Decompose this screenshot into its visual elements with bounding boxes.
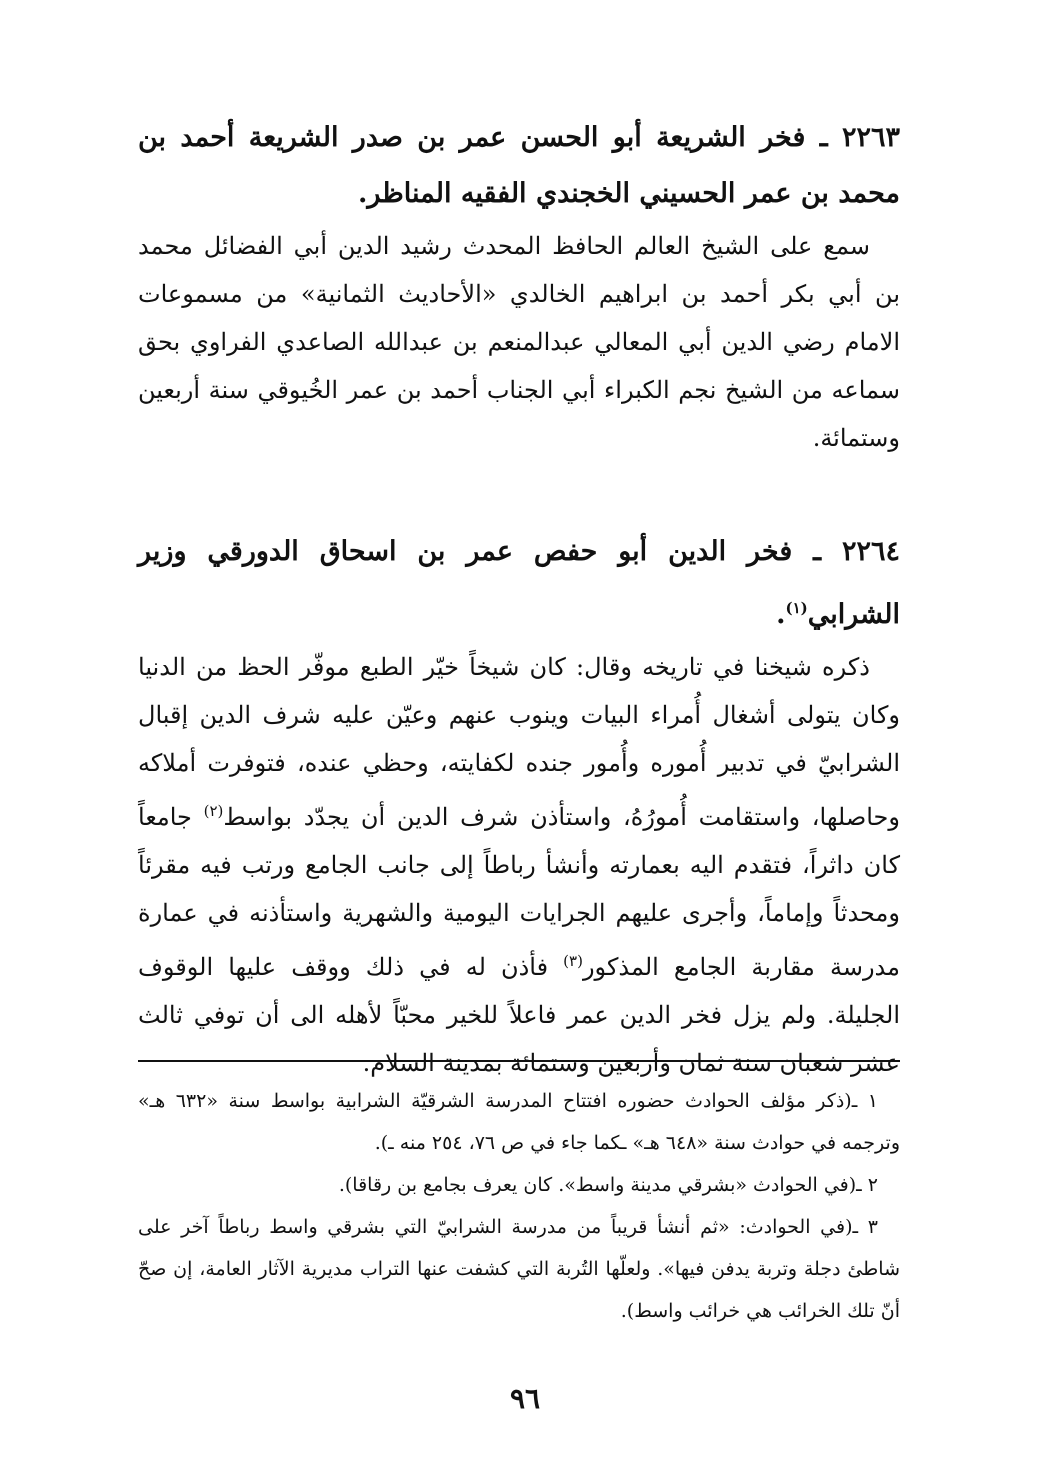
entry-heading-2264: ٢٢٦٤ ـ فخر الدين أبو حفص عمر بن اسحاق الدورقي وزير الشرابي$^{(١)}$.: [138, 536, 900, 630]
footnotes: [138, 1080, 900, 1332]
entry-number: ٢٢٦٤: [841, 536, 900, 567]
entry-paragraph: [138, 643, 900, 1087]
footnote: ١ ـ(ذكر مؤلف الحوادث حضوره افتتاح المدرسة الشرقيّة الشرابية بواسط سنة «٦٣٢ هـ» وترجمه في حوادث سنة «٦٤٨ هـ» ـكما جاء في ص ٧٦، ٢٥٤ منه ـ).: [138, 1090, 900, 1154]
footnote-ref[interactable]: (٢): [203, 802, 224, 820]
paragraph-text: فأذن له في ذلك ووقف عليها الوقوف الجليلة. ولم يزل فخر الدين عمر فاعلاً للخير محبّاً لأهله الى أن توفي ثالث عشر شعبان سنة ثمان وأربعين وستمائة بمدينة السلام.: [138, 953, 900, 1077]
footnote-ref[interactable]: (٣): [563, 952, 583, 970]
page-number: ٩٦: [509, 1382, 541, 1415]
paragraph-text: ذكره شيخنا في تاريخه وقال: كان شيخاً خيّر الطبع موفّر الحظ من الدنيا وكان يتولى أشغال أُمراء البيات وينوب عنهم وعيّن عليه شرف الدين إقبال الشرابيّ في تدبير أُموره وأُمور جنده لكفايته، وحظي عنده، فتوفرت أملاكه وحاصلها، واستقامت أُمورُهُ، واستأذن شرف الدين أن يجدّد بواسط: [138, 653, 900, 831]
footnote-divider: [138, 1060, 900, 1062]
entry-title: فخر الشريعة أبو الحسن عمر بن صدر الشريعة أحمد بن محمد بن عمر الحسيني الخجندي الفقيه المناظر.: [138, 122, 900, 209]
entry-gap: [138, 462, 900, 524]
entry-heading-2263: ٢٢٦٣ ـ فخر الشريعة أبو الحسن عمر بن صدر الشريعة أحمد بن محمد بن عمر الحسيني الخجندي الفقيه المناظر.: [138, 122, 900, 209]
paragraph-text: جامعاً كان داثراً، فتقدم اليه بعمارته وأنشأ رباطاً إلى جانب الجامع ورتب فيه مقرئاً ومحدثاً وإماماً، وأجرى عليهم الجرايات اليومية والشهرية واستأذنه في عمارة مدرسة مقاربة الجامع المذكور: [138, 803, 900, 981]
page-body: [138, 110, 900, 1087]
footnote: ٣ ـ(في الحوادث: «ثم أنشأ قريباً من مدرسة الشرابيّ التي بشرقي واسط رباطاً آخر على شاطئ دجلة وتربة يدفن فيها». ولعلّها التُربة التي كشفت عنها التراب مديرية الآثار العامة، إن صحّ أنّ تلك الخرائب هي خرائب واسط).: [138, 1216, 900, 1322]
entry-number: ٢٢٦٣: [841, 122, 900, 153]
footnote: ٢ ـ(في الحوادث «بشرقي مدينة واسط». كان يعرف بجامع بن رقاقا).: [338, 1174, 878, 1196]
entry-title: فخر الدين أبو حفص عمر بن اسحاق الدورقي وزير الشرابي: [138, 536, 900, 630]
footnote-ref[interactable]: (١): [785, 599, 808, 617]
entry-paragraph: سمع على الشيخ العالم الحافظ المحدث رشيد الدين أبي الفضائل محمد بن أبي بكر أحمد بن ابراهيم الخالدي «الأحاديث الثمانية» من مسموعات الامام رضي الدين أبي المعالي عبدالمنعم بن عبدالله الصاعدي الفراوي بحق سماعه من الشيخ نجم الكبراء أبي الجناب أحمد بن عمر الخُيوقي سنة أربعين وستمائة.: [138, 232, 900, 452]
entry-title-end: .: [776, 599, 786, 630]
